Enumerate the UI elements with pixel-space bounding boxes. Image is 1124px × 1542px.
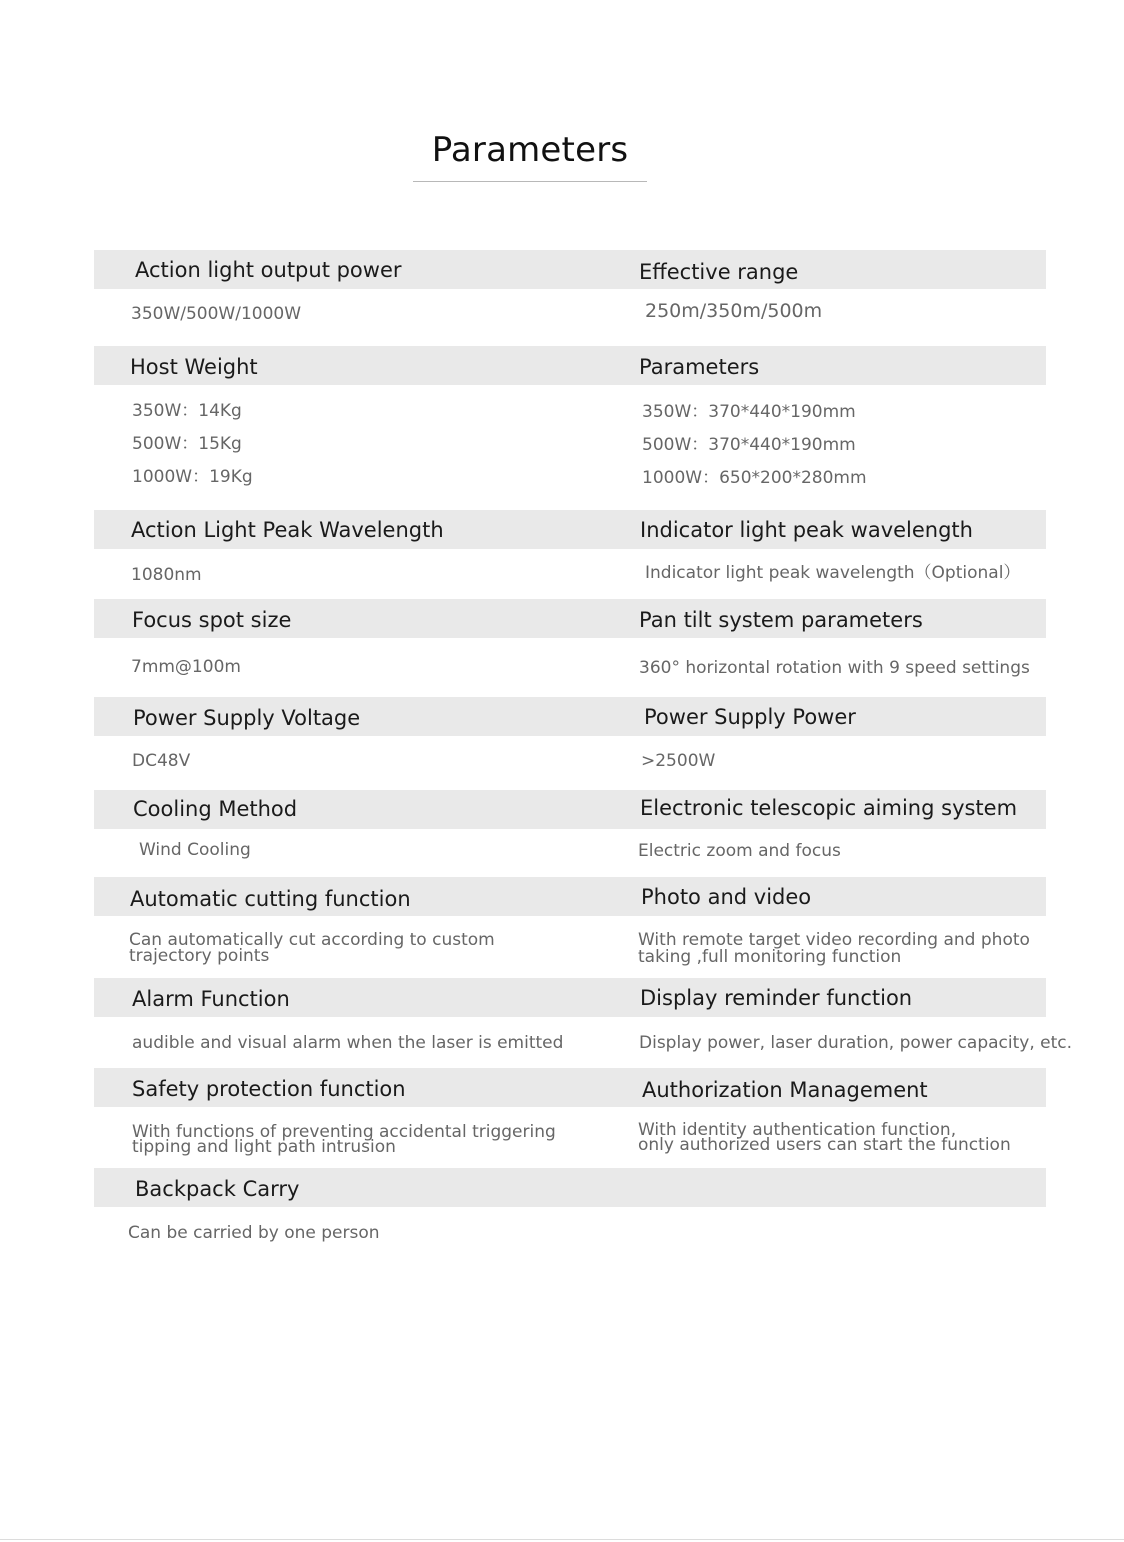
param-label-automatic-cutting-function: Automatic cutting function bbox=[130, 887, 411, 911]
param-value-photo-and-video-line-2: taking ,full monitoring function bbox=[638, 947, 902, 967]
param-value-effective-range: 250m/350m/500m bbox=[645, 300, 823, 322]
param-value-action-light-peak-wavelength: 1080nm bbox=[131, 565, 202, 585]
param-value-cooling-method: Wind Cooling bbox=[139, 840, 251, 860]
param-label-safety-protection-function: Safety protection function bbox=[132, 1077, 406, 1101]
param-value-authorization-management-line-2: only authorized users can start the function bbox=[638, 1135, 1011, 1155]
param-value-action-light-output-power: 350W/500W/1000W bbox=[131, 304, 302, 324]
param-label-focus-spot-size: Focus spot size bbox=[132, 608, 292, 632]
param-label-indicator-light-peak-wavelength: Indicator light peak wavelength bbox=[640, 518, 973, 542]
param-label-authorization-management: Authorization Management bbox=[642, 1078, 928, 1102]
param-value-display-reminder-function: Display power, laser duration, power capacity, etc. bbox=[639, 1033, 1073, 1053]
param-value-safety-protection-line-1: With functions of preventing accidental triggering bbox=[132, 1122, 556, 1142]
param-value-automatic-cutting-line-2: trajectory points bbox=[129, 946, 270, 966]
param-value-power-supply-power: >2500W bbox=[641, 751, 716, 771]
param-value-pan-tilt-system-parameters: 360° horizontal rotation with 9 speed settings bbox=[639, 658, 1030, 678]
param-label-backpack-carry: Backpack Carry bbox=[135, 1177, 300, 1201]
param-label-power-supply-power: Power Supply Power bbox=[644, 705, 856, 729]
param-value-backpack-carry: Can be carried by one person bbox=[128, 1223, 380, 1243]
param-value-host-weight-500w: 500W：15Kg bbox=[132, 434, 242, 454]
param-label-pan-tilt-system-parameters: Pan tilt system parameters bbox=[639, 608, 923, 632]
page-title: Parameters bbox=[431, 130, 629, 170]
param-label-action-light-peak-wavelength: Action Light Peak Wavelength bbox=[131, 518, 444, 542]
param-value-safety-protection-line-2: tipping and light path intrusion bbox=[132, 1137, 396, 1157]
param-value-power-supply-voltage: DC48V bbox=[132, 751, 191, 771]
param-label-photo-and-video: Photo and video bbox=[641, 885, 812, 909]
page-bottom-divider bbox=[0, 1539, 1124, 1540]
param-value-host-weight-350w: 350W：14Kg bbox=[132, 401, 242, 421]
param-label-cooling-method: Cooling Method bbox=[133, 797, 298, 821]
param-label-display-reminder-function: Display reminder function bbox=[640, 986, 913, 1010]
param-value-host-weight-1000w: 1000W：19Kg bbox=[132, 467, 253, 487]
param-label-electronic-telescopic-aiming-system: Electronic telescopic aiming system bbox=[640, 796, 1018, 820]
param-value-electronic-telescopic-aiming-system: Electric zoom and focus bbox=[638, 841, 841, 861]
param-label-effective-range: Effective range bbox=[639, 260, 799, 284]
title-underline bbox=[413, 181, 647, 182]
param-value-focus-spot-size: 7mm@100m bbox=[131, 657, 241, 677]
param-label-host-weight: Host Weight bbox=[130, 355, 258, 379]
param-label-parameters: Parameters bbox=[639, 355, 760, 379]
param-value-photo-and-video-line-1: With remote target video recording and photo bbox=[638, 930, 1030, 950]
param-label-power-supply-voltage: Power Supply Voltage bbox=[133, 706, 361, 730]
param-value-alarm-function: audible and visual alarm when the laser is emitted bbox=[132, 1033, 564, 1053]
param-value-parameters-500w: 500W：370*440*190mm bbox=[642, 435, 856, 455]
param-label-alarm-function: Alarm Function bbox=[132, 987, 290, 1011]
param-value-indicator-light-peak-wavelength: Indicator light peak wavelength（Optional） bbox=[645, 563, 1021, 583]
param-value-authorization-management-line-1: With identity authentication function, bbox=[638, 1120, 957, 1140]
param-value-parameters-1000w: 1000W：650*200*280mm bbox=[642, 468, 867, 488]
param-value-automatic-cutting-line-1: Can automatically cut according to custom bbox=[129, 930, 495, 950]
param-value-parameters-350w: 350W：370*440*190mm bbox=[642, 402, 856, 422]
param-label-action-light-output-power: Action light output power bbox=[135, 258, 402, 282]
